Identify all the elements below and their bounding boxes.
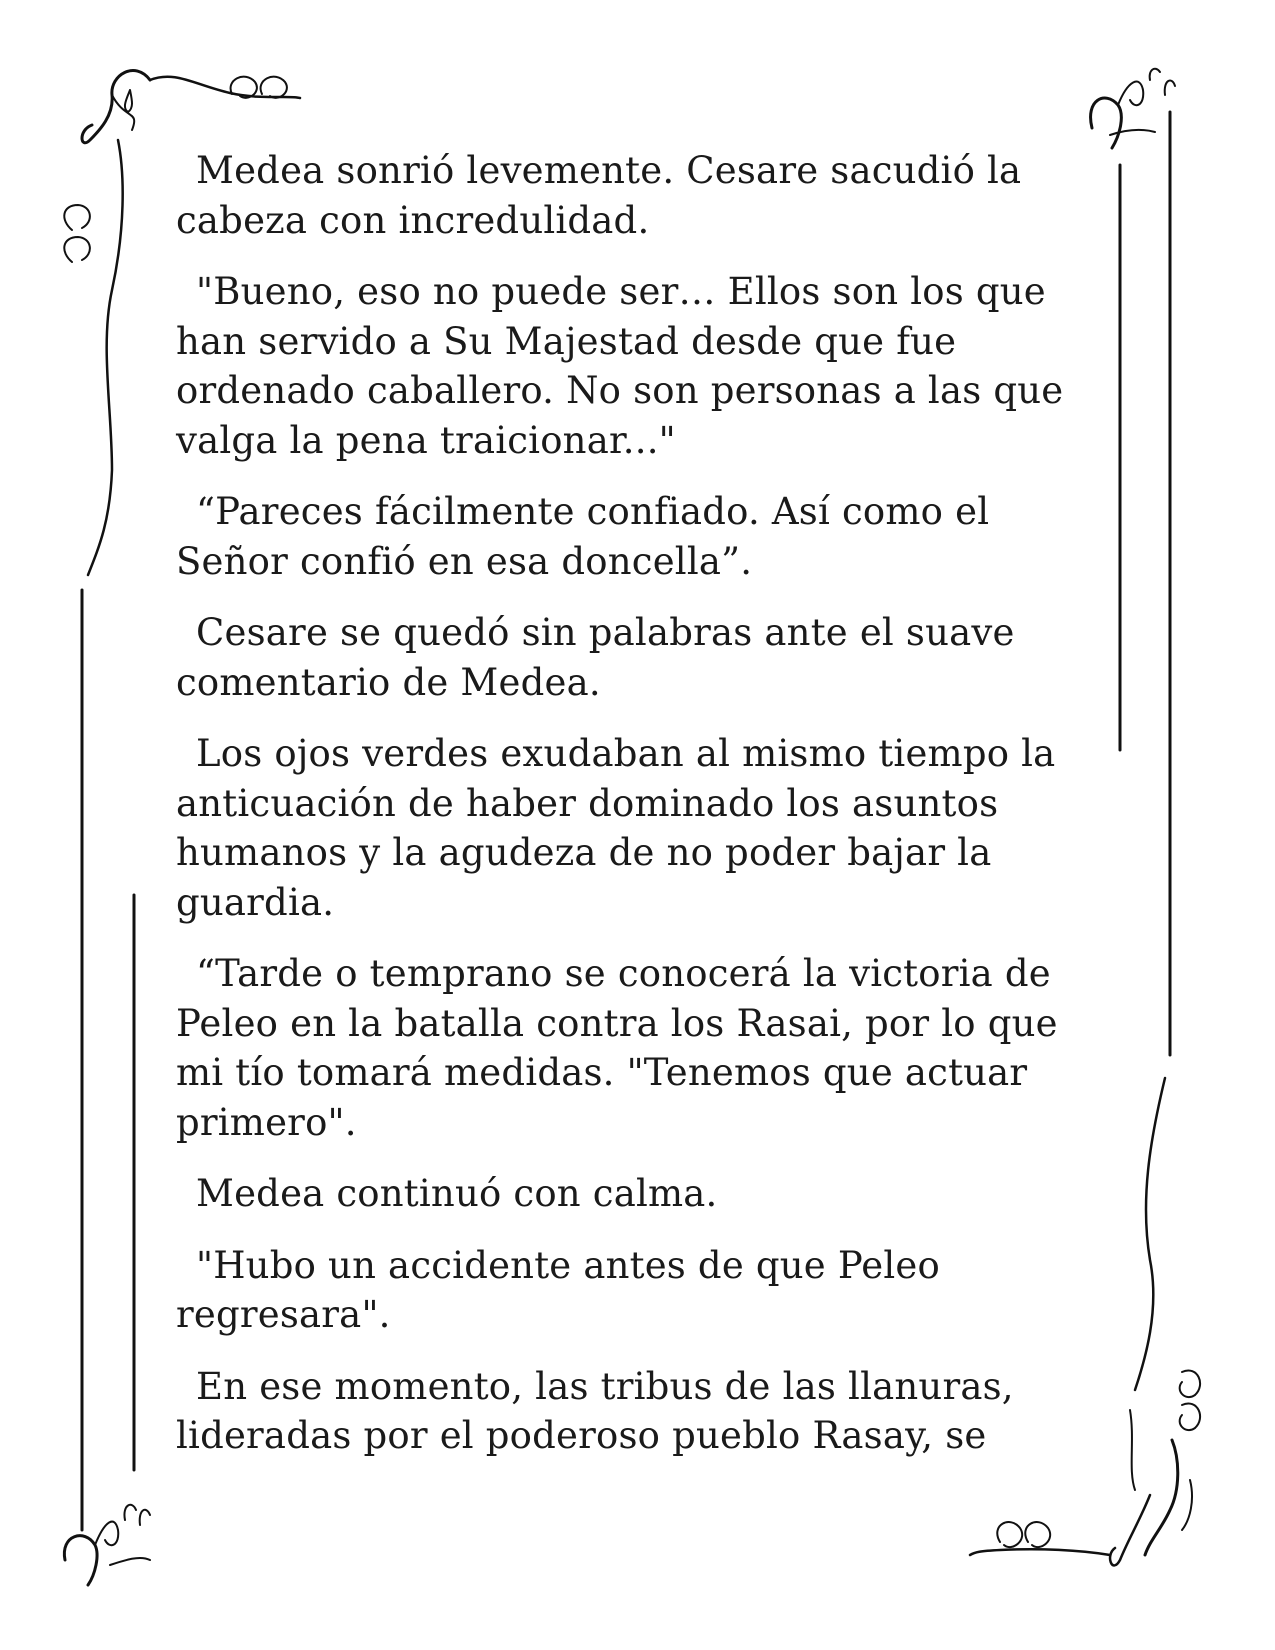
paragraph: “Pareces fácilmente confiado. Así como el Señor confió en esa doncella”. bbox=[176, 490, 990, 583]
corner-flourish-bottom-left-icon bbox=[64, 1505, 150, 1585]
paragraph: "Hubo un accidente antes de que Peleo regresara". bbox=[176, 1243, 940, 1336]
paragraph: Medea sonrió levemente. Cesare sacudió la cabeza con incredulidad. bbox=[176, 149, 1022, 242]
corner-flourish-top-right-icon bbox=[1091, 69, 1175, 148]
paragraph: Medea continuó con calma. bbox=[196, 1172, 718, 1215]
paragraph: Cesare se quedó sin palabras ante el suave comentario de Medea. bbox=[176, 611, 1015, 704]
paragraph: Los ojos verdes exudaban al mismo tiempo la anticuación de haber dominado los asuntos humanos y la agudeza de no poder bajar la guardia. bbox=[176, 732, 1056, 924]
paragraph: "Bueno, eso no puede ser… Ellos son los que han servido a Su Majestad desde que fue ordenado caballero. No son personas a las que valga la pena traicionar..." bbox=[176, 270, 1064, 462]
paragraph: “Tarde o temprano se conocerá la victoria de Peleo en la batalla contra los Rasai, por lo que mi tío tomará medidas. "Tenemos que actuar primero". bbox=[176, 952, 1058, 1144]
story-text bbox=[176, 146, 1076, 1483]
paragraph: En ese momento, las tribus de las llanuras, lideradas por el poderoso pueblo Rasay, se bbox=[176, 1364, 1014, 1457]
